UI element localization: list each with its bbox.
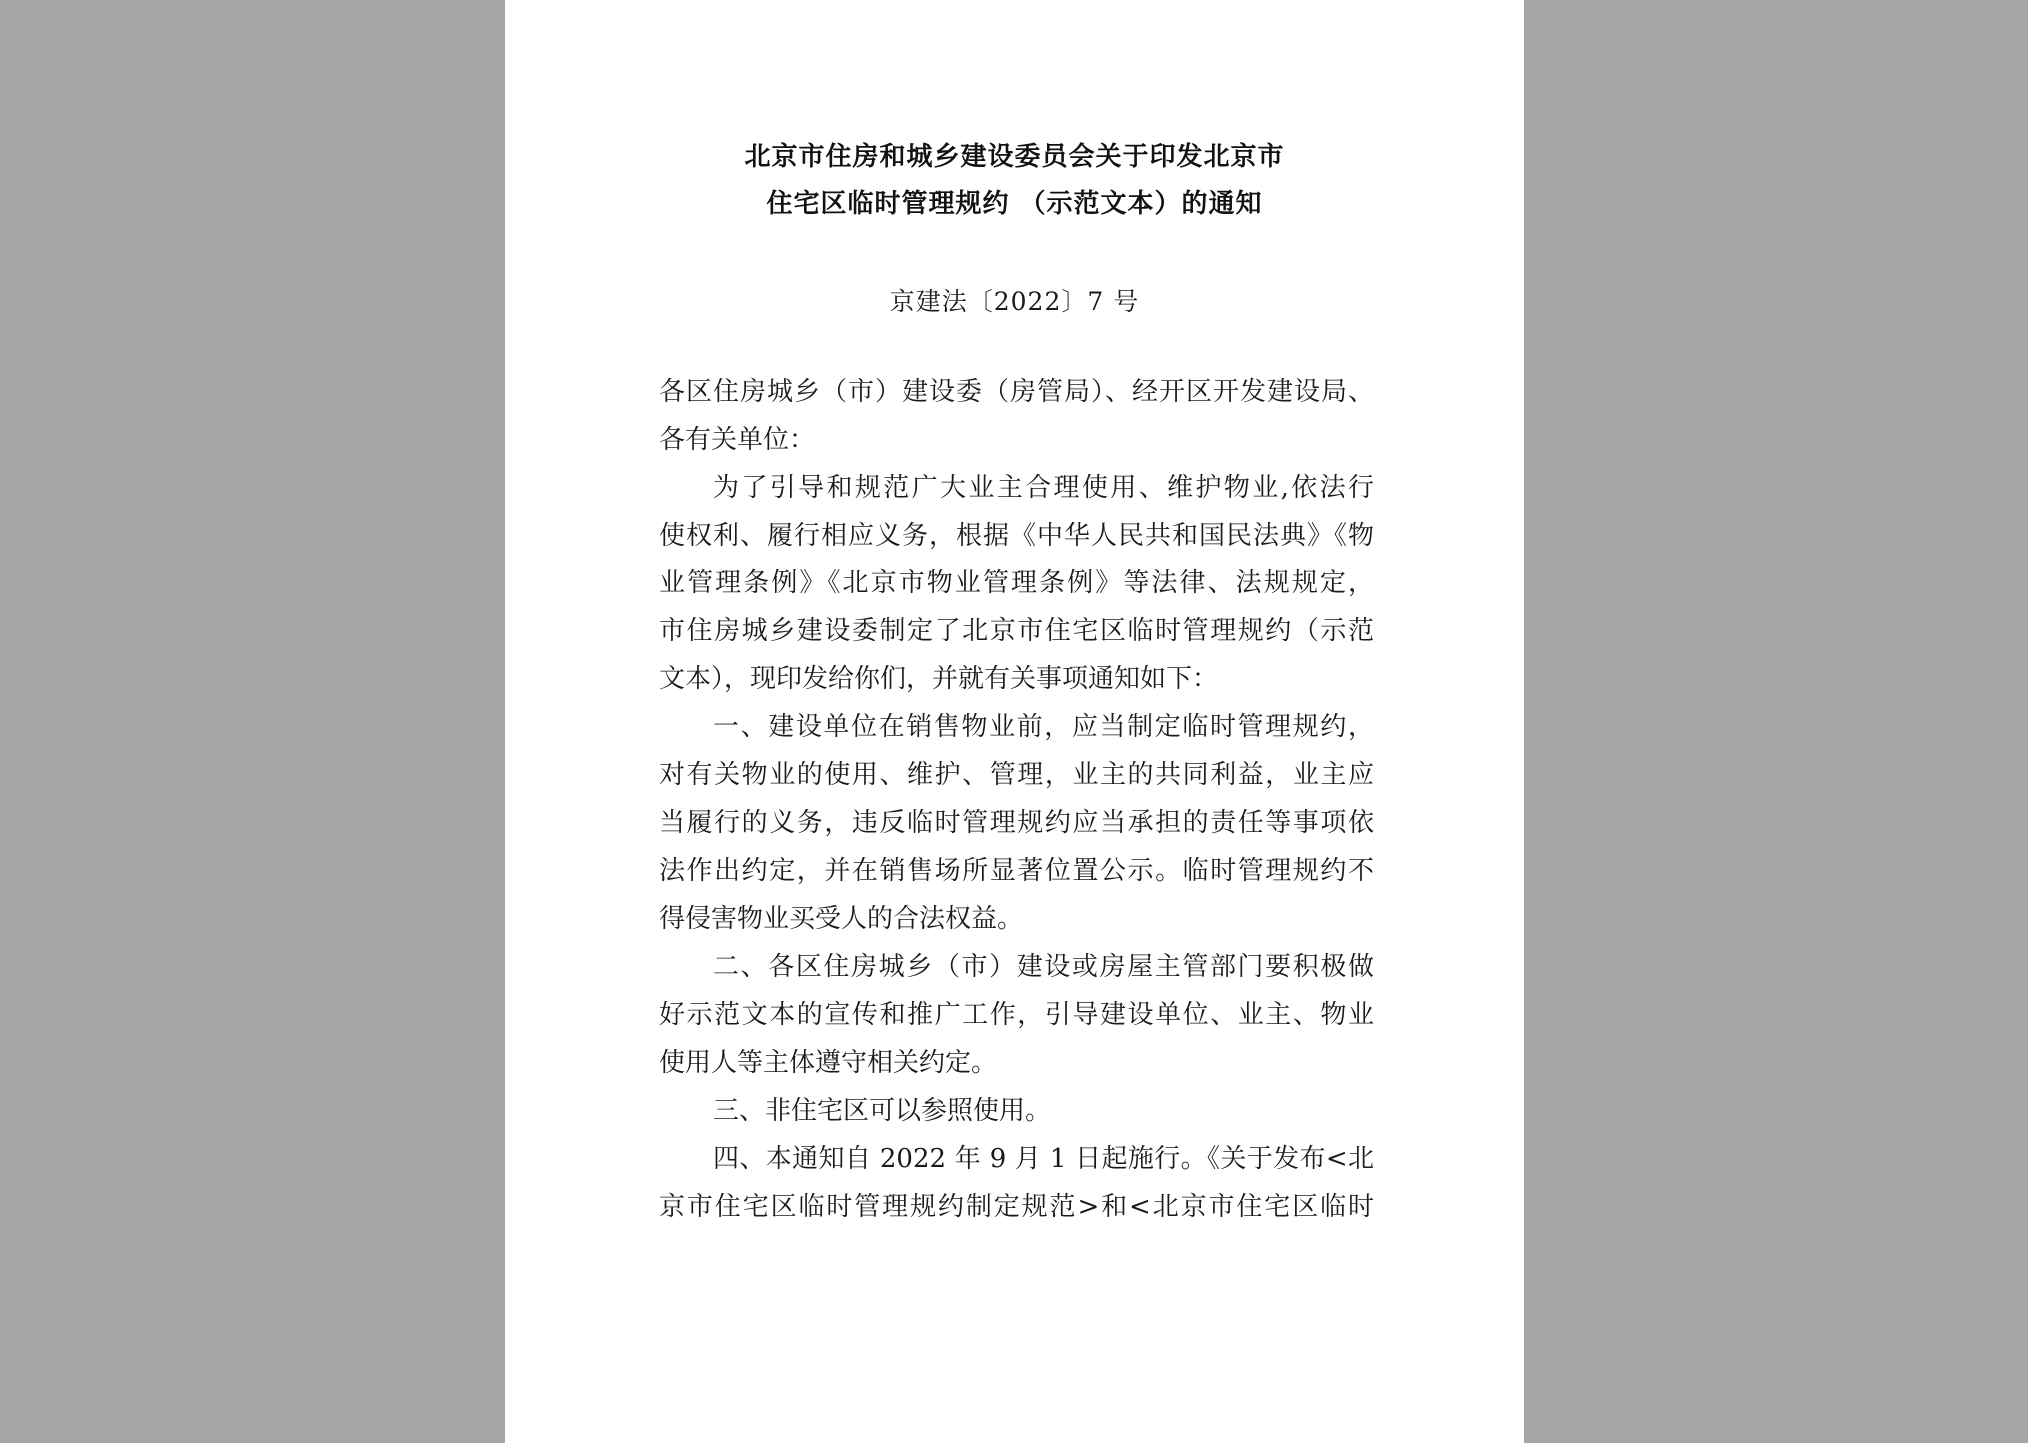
body-line: 对有关物业的使用、维护、管理，业主的共同利益，业主应 <box>659 760 1374 790</box>
body-line: 三、非住宅区可以参照使用。 <box>713 1096 1052 1126</box>
body-line: 一、建设单位在销售物业前，应当制定临时管理规约， <box>713 712 1374 742</box>
body-line: 二、各区住房城乡（市）建设或房屋主管部门要积极做 <box>713 952 1374 982</box>
body-line: 业管理条例》《北京市物业管理条例》等法律、法规规定， <box>659 568 1374 598</box>
body-line: 四、本通知自 2022 年 9 月 1 日起施行。《关于发布<北 <box>713 1144 1374 1174</box>
body-line: 得侵害物业买受人的合法权益。 <box>659 904 1024 934</box>
body-line: 文本），现印发给你们，并就有关事项通知如下： <box>659 664 1219 694</box>
body-line: 法作出约定，并在销售场所显著位置公示。临时管理规约不 <box>659 856 1374 886</box>
body-line: 为了引导和规范广大业主合理使用、维护物业,依法行 <box>713 473 1374 503</box>
body-line: 京市住宅区临时管理规约制定规范>和<北京市住宅区临时 <box>659 1192 1374 1222</box>
body-line: 市住房城乡建设委制定了北京市住宅区临时管理规约（示范 <box>659 616 1374 646</box>
document-title-line-2: 住宅区临时管理规约 （示范文本）的通知 <box>766 189 1263 219</box>
body-line: 各有关单位： <box>659 425 816 455</box>
body-line: 使权利、履行相应义务，根据《中华人民共和国民法典》《物 <box>659 521 1374 551</box>
body-line: 各区住房城乡（市）建设委（房管局）、经开区开发建设局、 <box>659 377 1374 407</box>
document-page <box>505 0 1524 1443</box>
body-line: 使用人等主体遵守相关约定。 <box>659 1048 998 1078</box>
body-line: 当履行的义务，违反临时管理规约应当承担的责任等事项依 <box>659 808 1374 838</box>
document-title-line-1: 北京市住房和城乡建设委员会关于印发北京市 <box>744 142 1285 172</box>
document-number: 京建法〔2022〕7 号 <box>889 287 1140 316</box>
body-line: 好示范文本的宣传和推广工作，引导建设单位、业主、物业 <box>659 1000 1374 1030</box>
